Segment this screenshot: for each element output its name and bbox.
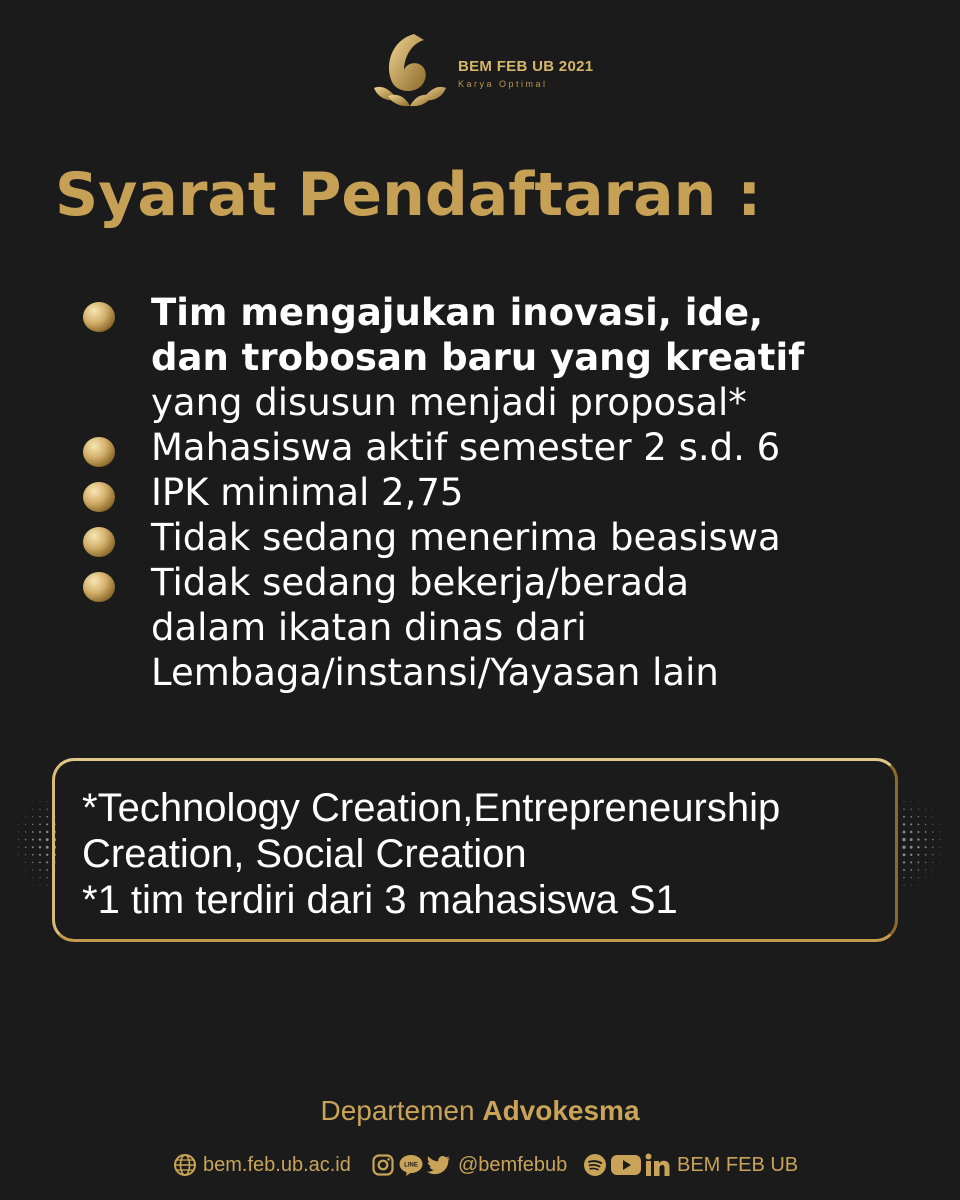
bullet-icon <box>83 527 115 557</box>
department-prefix: Departemen <box>320 1095 475 1126</box>
requirement-line: Tidak sedang bekerja/berada <box>151 561 690 604</box>
twitter-icon <box>426 1153 452 1177</box>
requirement-line: Tidak sedang menerima beasiswa <box>151 516 781 559</box>
bullet-icon <box>83 437 115 467</box>
bullet-icon <box>83 482 115 512</box>
note-line: *1 tim terdiri dari 3 mahasiswa S1 <box>82 878 678 922</box>
brand-logo-icon <box>370 30 450 110</box>
brand-tagline: Karya Optimal <box>458 79 548 89</box>
note-line: Creation, Social Creation <box>82 832 527 876</box>
department-credit <box>0 1095 960 1127</box>
footer-contacts <box>173 1150 803 1180</box>
requirement-line: IPK minimal 2,75 <box>151 471 464 514</box>
linkedin-icon <box>645 1153 671 1177</box>
website-link[interactable] <box>173 1150 351 1180</box>
note-line: *Technology Creation,Entrepreneurship <box>82 786 781 830</box>
list-item <box>83 290 943 425</box>
list-item <box>83 425 943 470</box>
requirement-line: Lembaga/instansi/Yayasan lain <box>151 651 719 694</box>
list-item <box>83 470 943 515</box>
requirement-line: Mahasiswa aktif semester 2 s.d. 6 <box>151 426 781 469</box>
note-box <box>52 758 898 942</box>
requirement-line: dan trobosan baru yang kreatif <box>151 336 805 379</box>
bullet-icon <box>83 572 115 602</box>
spotify-icon <box>583 1153 607 1177</box>
page-title: Syarat Pendaftaran : <box>55 160 762 230</box>
line-icon <box>398 1153 424 1177</box>
requirement-line: yang disusun menjadi proposal* <box>151 381 747 424</box>
requirement-line: dalam ikatan dinas dari <box>151 606 587 649</box>
bullet-icon <box>83 302 115 332</box>
social-handle: @bemfebub <box>458 1153 568 1176</box>
channel-links[interactable] <box>583 1150 798 1180</box>
svg-text:LINE: LINE <box>404 1162 418 1169</box>
halftone-dots-right <box>900 790 960 900</box>
instagram-icon <box>371 1153 395 1177</box>
channel-name: BEM FEB UB <box>677 1153 799 1176</box>
requirements-list <box>83 290 943 695</box>
brand-title: BEM FEB UB 2021 <box>458 58 594 75</box>
department-name: Advokesma <box>482 1095 640 1126</box>
list-item <box>83 560 943 695</box>
social-links[interactable] <box>371 1150 567 1180</box>
halftone-dots-left <box>0 790 60 900</box>
list-item <box>83 515 943 560</box>
globe-icon <box>173 1153 197 1177</box>
youtube-icon <box>610 1153 642 1177</box>
website-text: bem.feb.ub.ac.id <box>203 1153 351 1176</box>
requirement-line: Tim mengajukan inovasi, ide, <box>151 291 764 334</box>
brand-logo <box>370 30 600 115</box>
